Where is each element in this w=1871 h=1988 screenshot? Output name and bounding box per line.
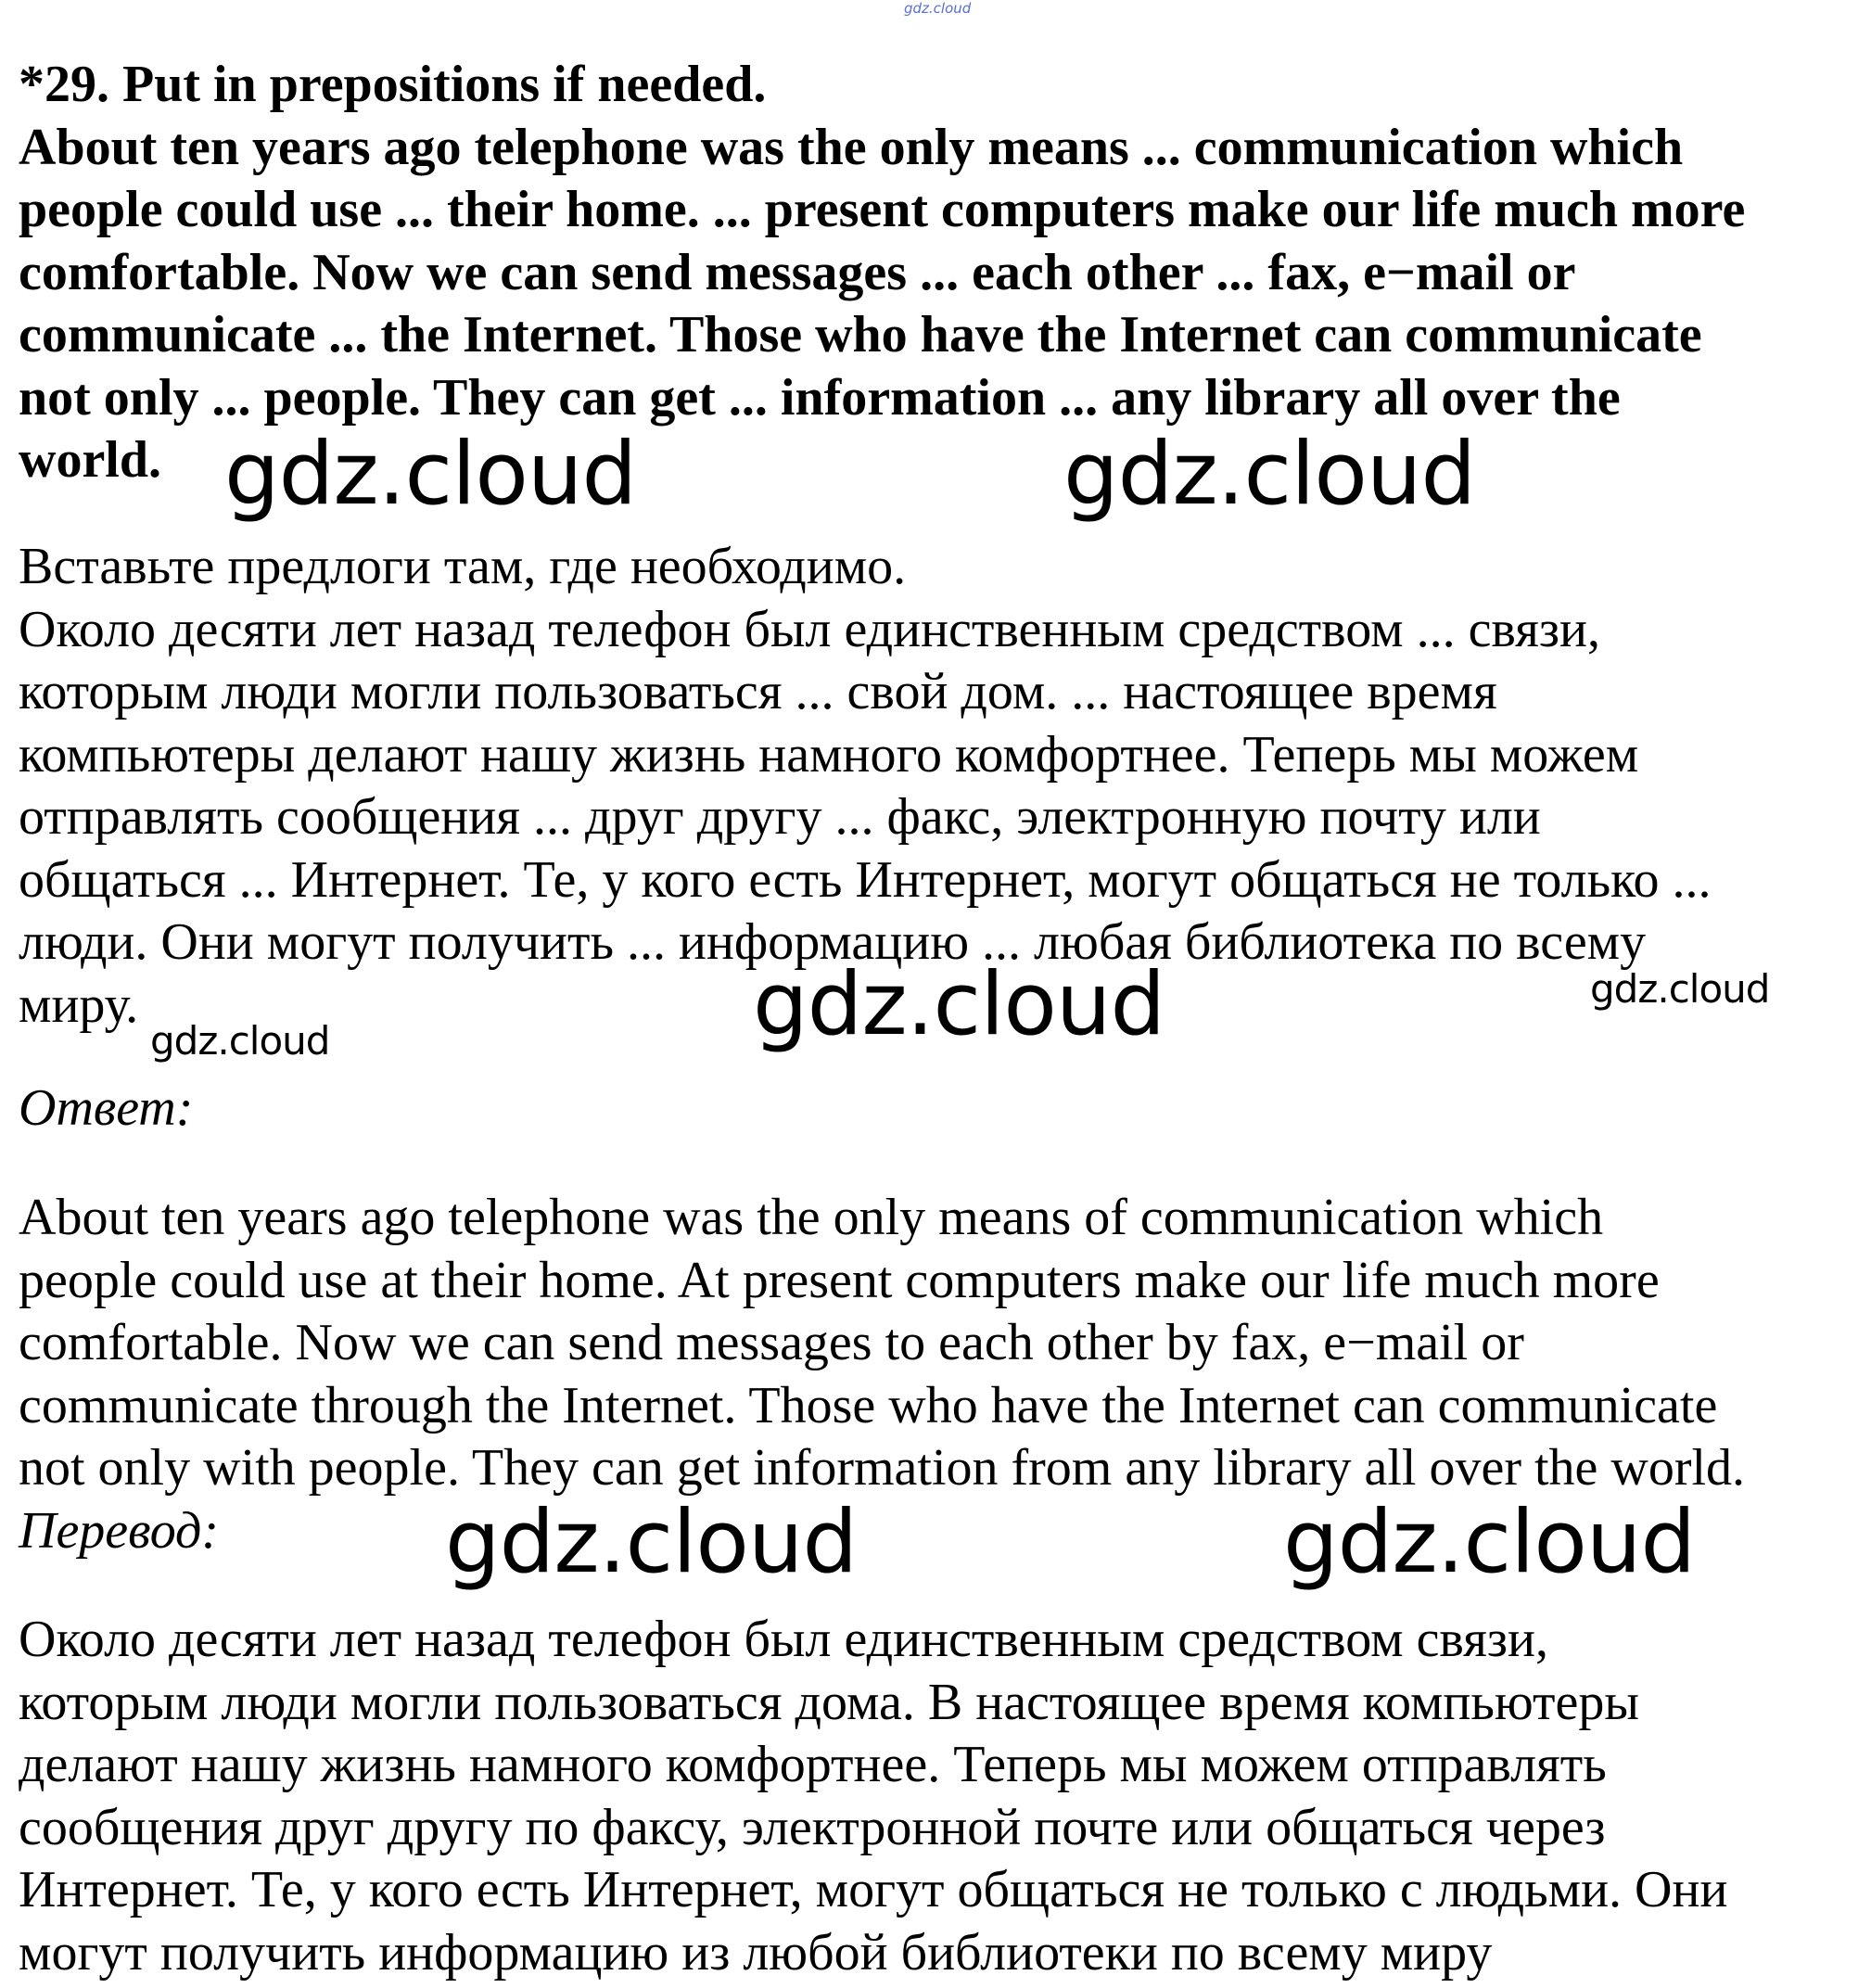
watermark: gdz.cloud (445, 1492, 858, 1593)
watermark: gdz.cloud (1590, 966, 1770, 1012)
exercise-title: *29. Put in prepositions if needed. (19, 56, 767, 113)
watermark: gdz.cloud (1063, 424, 1476, 525)
top-watermark: gdz.cloud (904, 0, 972, 17)
russian-exercise-text: Вставьте предлоги там, где необходимо. Около десяти лет назад телефон был единственным средством ... связи, которым люди могли пользоваться ... свой дом. ... настоящее время компьютеры делают нашу жизнь намного комфортнее. Теперь мы можем отправлять сообщения ... друг другу ... факс, электронную почту или общаться ... Интернет. Те, у кого есть Интернет, могут общаться не только ... люди. Они могут получить ... информацию ... любая библиотека по всему миру. (19, 538, 1712, 1034)
translation-label: Перевод: (19, 1502, 219, 1560)
answer-label: Ответ: (19, 1079, 194, 1137)
translation-text: Около десяти лет назад телефон был единственным средством связи, которым люди могли пользоваться дома. В настоящее время компьютеры делают нашу жизнь намного комфортнее. Теперь мы можем отправлять сообщения друг другу по факсу, электронной почте или общаться через Интернет. Те, у кого есть Интернет, могут общаться не только с людьми. Они могут получить информацию из любой библиотеки по всему миру (19, 1611, 1728, 1982)
watermark: gdz.cloud (753, 954, 1165, 1055)
exercise-text: About ten years ago telephone was the only means ... communication which people could use ... their home. ... present computers make our life much more comfortable. Now we can send messages ... each other ... fax, e−mail or communicate ... the Internet. Those who have the Internet can communicate not only ... people. They can get ... information ... any library all over the world. (19, 118, 1746, 489)
watermark: gdz.cloud (1283, 1492, 1696, 1593)
answer-text: About ten years ago telephone was the only means of communication which people could use at their home. At present computers make our life much more comfortable. Now we can send messages to each other by fax, e−mail or communicate through the Internet. Those who have the Internet can communicate not only with people. They can get information from any library all over the world. (19, 1189, 1746, 1497)
watermark: gdz.cloud (150, 1018, 330, 1064)
watermark: gdz.cloud (224, 424, 637, 525)
